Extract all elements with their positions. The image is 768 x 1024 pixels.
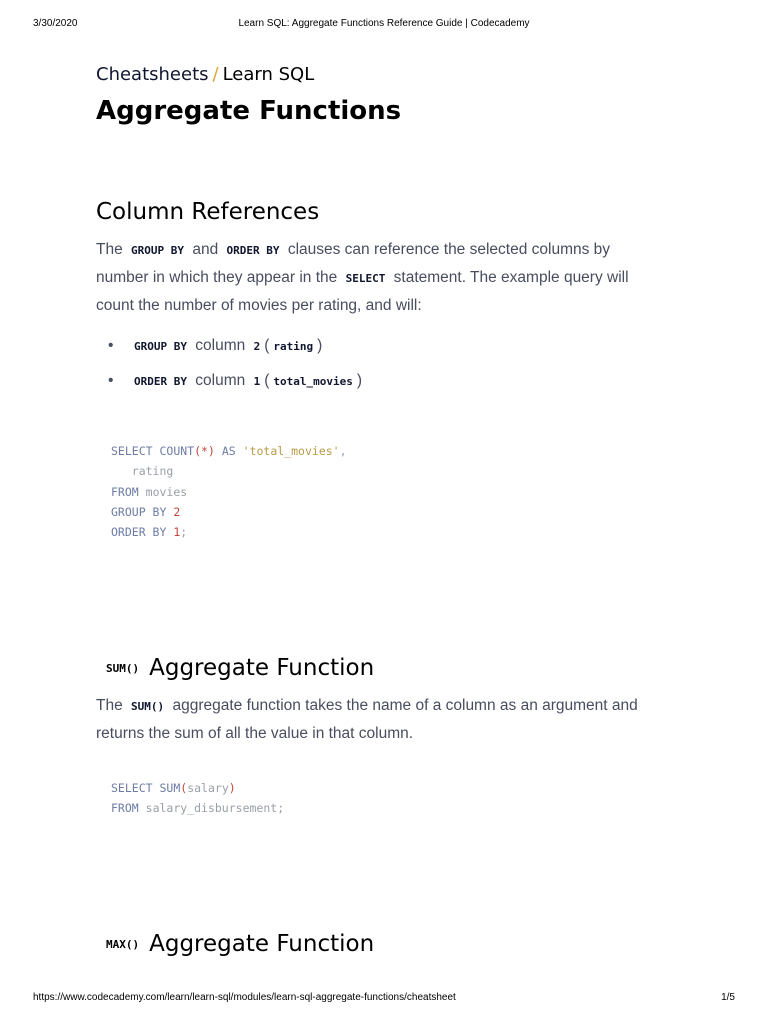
paren: ( [264, 337, 270, 354]
list-text: column [195, 372, 246, 389]
inline-code: 1 [253, 375, 261, 388]
inline-code-order-by: ORDER BY [226, 244, 280, 257]
code-function: SUM [159, 781, 181, 795]
code-keyword: FROM [111, 801, 139, 816]
breadcrumb-separator: / [212, 64, 219, 85]
code-keyword: GROUP BY [111, 504, 167, 519]
paren: ) [317, 337, 323, 354]
code-paren: ) [207, 444, 215, 458]
inline-code-sum: SUM() [131, 700, 165, 713]
code-punctuation: , [339, 444, 347, 458]
text-fragment: and [192, 241, 219, 258]
inline-code: 2 [253, 340, 261, 353]
code-keyword: ORDER BY [111, 525, 167, 540]
print-date: 3/30/2020 [33, 18, 78, 29]
breadcrumb-cheatsheets-link[interactable]: Cheatsheets [96, 64, 209, 85]
code-operator: * [201, 444, 208, 458]
code-string: 'total_movies' [242, 444, 340, 458]
code-number: 1 [173, 525, 181, 540]
section-title-max [94, 931, 374, 957]
paren: ( [264, 372, 270, 389]
print-title: Learn SQL: Aggregate Functions Reference Guide | Codecademy [238, 18, 530, 29]
code-function: COUNT [159, 444, 195, 458]
code-keyword: AS [221, 444, 236, 458]
code-block-column-references [111, 441, 347, 542]
column-references-description [96, 236, 656, 319]
code-identifier: rating [131, 464, 174, 479]
inline-code: rating [273, 340, 314, 353]
breadcrumb [96, 64, 314, 85]
code-keyword: SELECT [111, 444, 153, 458]
inline-code: GROUP BY [134, 340, 187, 353]
list-item [108, 372, 362, 407]
inline-code: ORDER BY [134, 375, 187, 388]
code-identifier: salary [187, 781, 229, 795]
bullet-icon: • [108, 372, 114, 389]
print-page-number: 1/5 [721, 992, 735, 1003]
code-punctuation: ; [180, 525, 188, 540]
section-title-column-references: Column References [96, 199, 320, 225]
code-identifier: salary_disbursement; [145, 801, 285, 816]
code-block-sum [111, 778, 284, 819]
list-item [108, 337, 362, 372]
code-keyword: FROM [111, 484, 139, 499]
print-header [0, 18, 768, 32]
text-fragment: aggregate function takes the name of a column as an argument and returns the sum of all the value in that column. [96, 697, 638, 742]
column-references-list [108, 337, 362, 407]
code-number: 2 [173, 504, 181, 519]
inline-code: total_movies [273, 375, 353, 388]
code-keyword: SELECT [111, 781, 153, 795]
section-function-sum: SUM() [106, 662, 140, 675]
text-fragment: The [96, 241, 123, 258]
list-text: column [195, 337, 246, 354]
bullet-icon: • [108, 337, 114, 354]
text-fragment: statement. The example query will count the number of movies per rating, and will: [96, 269, 629, 314]
code-paren: ( [180, 781, 188, 795]
page-title: Aggregate Functions [96, 96, 402, 126]
code-identifier: movies [145, 484, 188, 499]
print-footer [0, 992, 768, 1006]
section-title-text: Aggregate Function [149, 931, 375, 957]
section-function-max: MAX() [106, 938, 140, 951]
sum-description [96, 692, 656, 747]
paren: ) [356, 372, 363, 389]
code-paren: ) [228, 781, 236, 795]
print-url: https://www.codecademy.com/learn/learn-sql/modules/learn-sql-aggregate-functions/cheatsheet [33, 992, 456, 1003]
inline-code-select: SELECT [345, 272, 386, 285]
code-paren: ( [194, 444, 202, 458]
text-fragment: clauses can reference the selected columns by number in which they appear in the [96, 241, 611, 286]
text-fragment: The [96, 697, 123, 714]
section-title-sum [94, 655, 374, 681]
section-title-text: Aggregate Function [149, 655, 375, 681]
inline-code-group-by: GROUP BY [131, 244, 185, 257]
breadcrumb-learn-sql-link[interactable]: Learn SQL [222, 64, 315, 85]
